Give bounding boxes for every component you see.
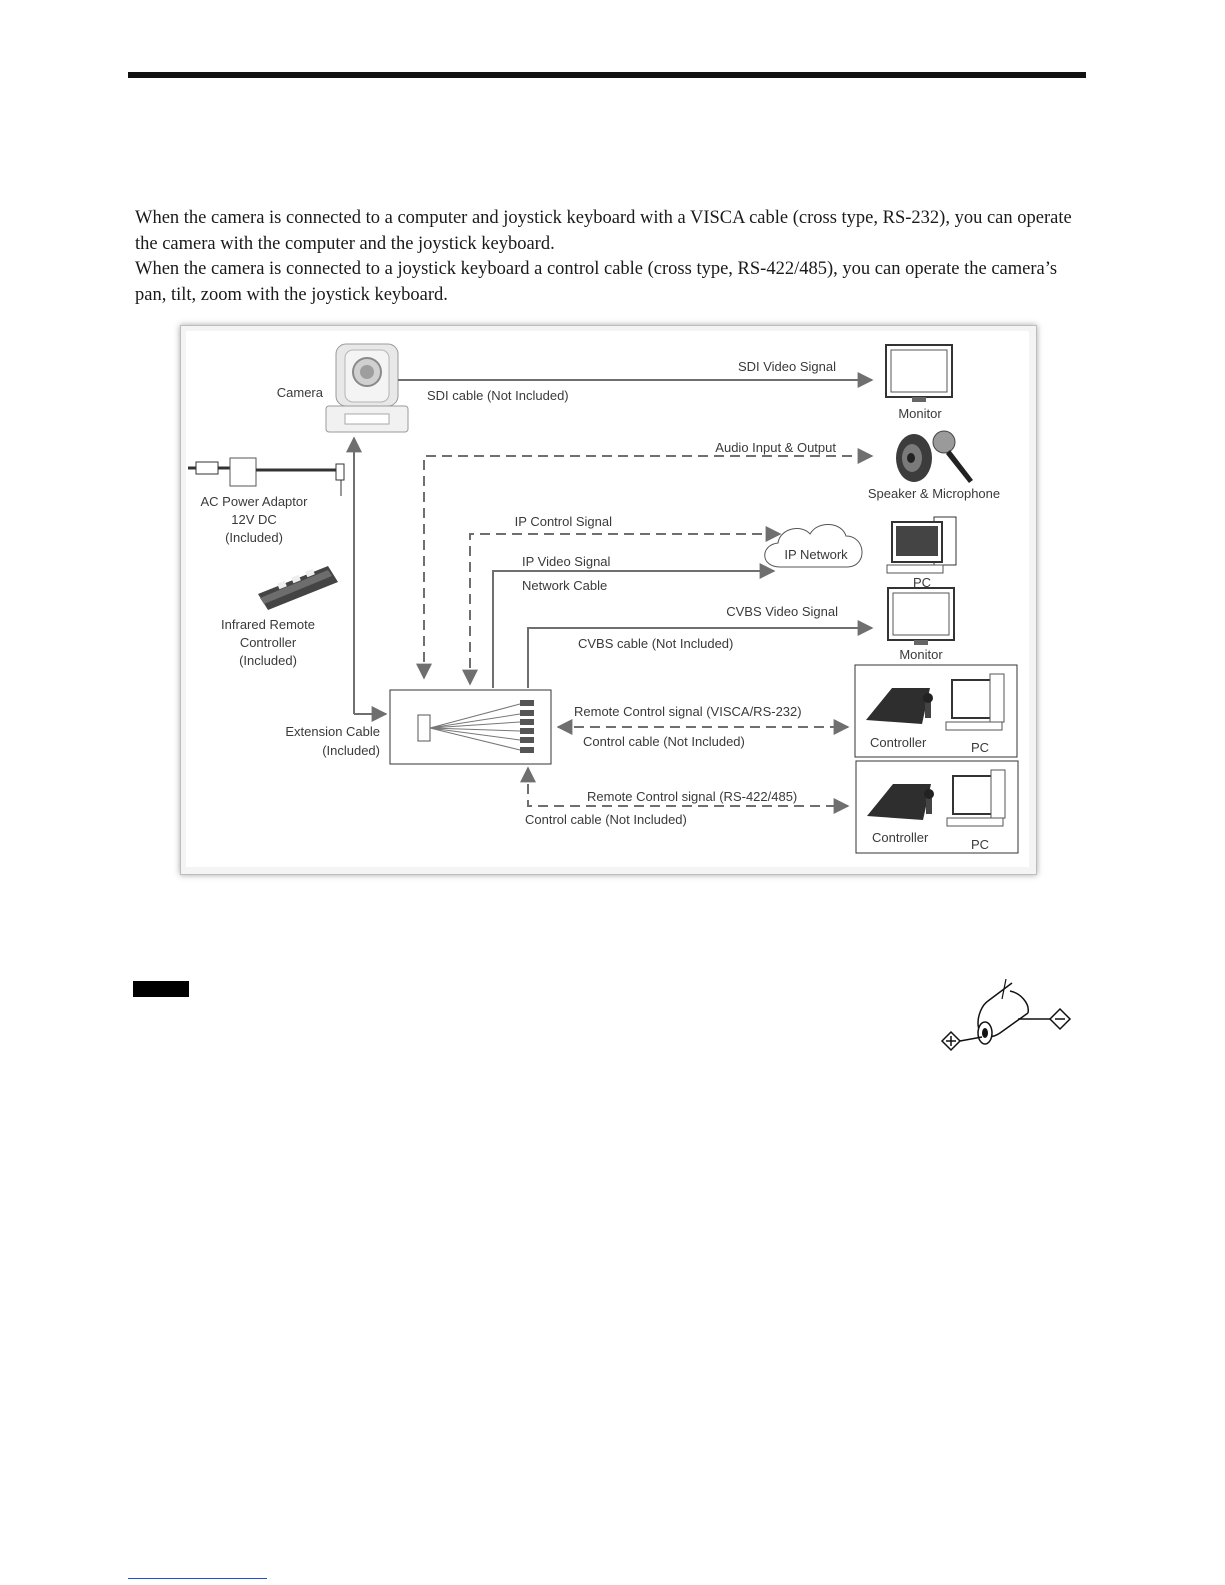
extension-label-2: (Included) xyxy=(322,743,380,758)
infrared-remote-icon xyxy=(258,566,338,610)
adaptor-label-2: 12V DC xyxy=(231,512,277,527)
power-adaptor-icon xyxy=(188,458,344,496)
pc-top-label: PC xyxy=(912,575,932,590)
pc-label-2: PC xyxy=(970,837,990,852)
intro-paragraph-2: When the camera is connected to a joystick keyboard a control cable (cross type, RS-422/485), you can operate the camera’s pan, tilt, zoom with the joystick keyboard. xyxy=(135,259,1058,305)
footer-link-rule xyxy=(128,1578,267,1579)
cvbs-signal-label: CVBS Video Signal xyxy=(726,604,838,619)
speaker-microphone-label: Speaker & Microphone xyxy=(867,486,1001,501)
sdi-cable-label: SDI cable (Not Included) xyxy=(427,388,569,403)
control-cable-label-1: Control cable (Not Included) xyxy=(583,734,745,749)
extension-label-1: Extension Cable xyxy=(285,724,380,739)
audio-label: Audio Input & Output xyxy=(715,440,836,455)
ip-control-label: IP Control Signal xyxy=(514,514,612,529)
ip-network-label: IP Network xyxy=(784,547,848,562)
ip-video-label: IP Video Signal xyxy=(522,554,611,569)
controller-label-1: Controller xyxy=(870,735,927,750)
monitor-mid-icon xyxy=(888,588,954,645)
monitor-top-label: Monitor xyxy=(898,406,942,421)
remote-label-1: Infrared Remote xyxy=(221,617,315,632)
rs232-signal-label: Remote Control signal (VISCA/RS-232) xyxy=(574,704,802,719)
pc-label-1: PC xyxy=(970,740,990,755)
monitor-mid-label: Monitor xyxy=(899,647,943,662)
controller-label-2: Controller xyxy=(872,830,929,845)
rs485-signal-label: Remote Control signal (RS-422/485) xyxy=(587,789,798,804)
note-marker xyxy=(133,981,189,997)
cvbs-cable-label: CVBS cable (Not Included) xyxy=(578,636,734,651)
monitor-top-icon xyxy=(886,345,952,402)
camera-label: Camera xyxy=(276,385,323,400)
intro-paragraph-1: When the camera is connected to a computer and joystick keyboard with a VISCA cable (cross type, RS-232), you can operate the camera with the computer and the joystick keyboard. xyxy=(135,208,1072,254)
remote-label-3: (Included) xyxy=(239,653,297,668)
control-cable-label-2: Control cable (Not Included) xyxy=(525,812,687,827)
remote-label-2: Controller xyxy=(239,635,297,650)
adaptor-label-1: AC Power Adaptor xyxy=(200,494,308,509)
adaptor-label-3: (Included) xyxy=(225,530,283,545)
dc-polarity-icon xyxy=(930,975,1080,1060)
speaker-microphone-icon xyxy=(896,431,973,483)
extension-cable-box xyxy=(390,690,551,764)
camera-icon xyxy=(326,344,408,432)
pc-top-icon xyxy=(887,517,956,573)
sdi-signal-label: SDI Video Signal xyxy=(737,359,836,374)
network-cable-label: Network Cable xyxy=(522,578,608,593)
